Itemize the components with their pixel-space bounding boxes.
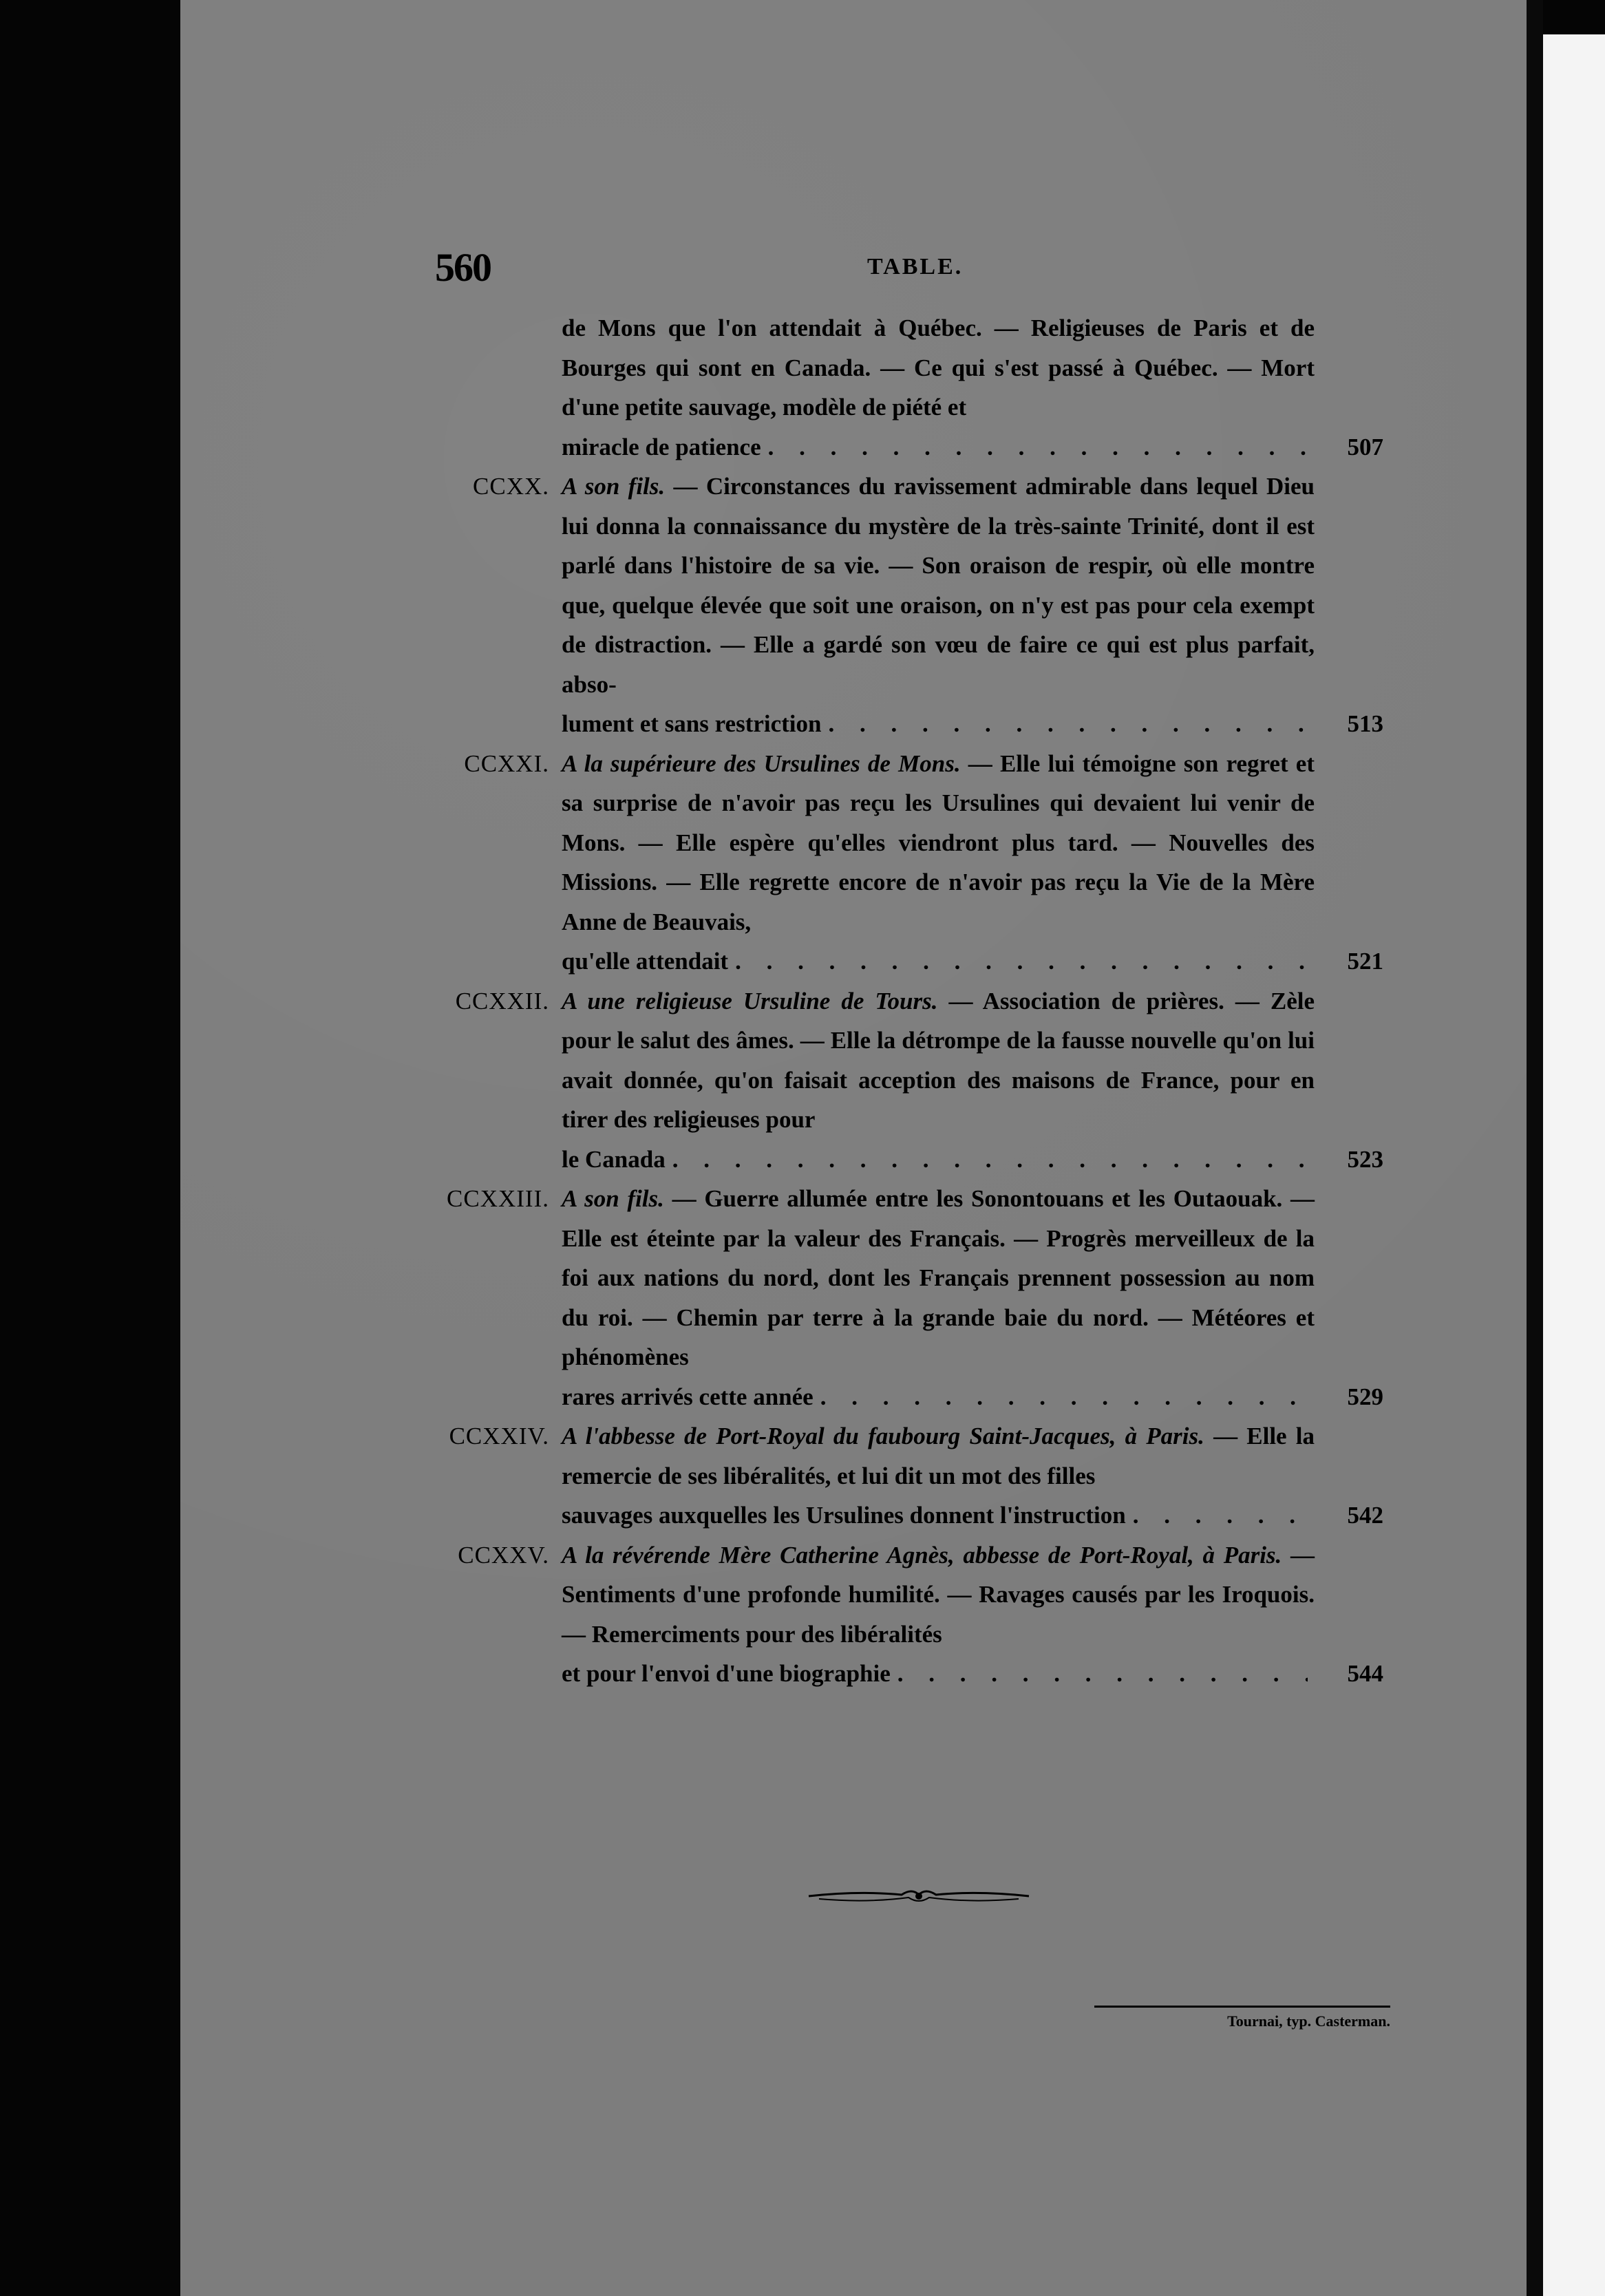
entry-summary (562, 744, 1383, 981)
entry-last-text: miracle de patience (562, 433, 761, 460)
entry-page-number: 529 (1347, 1383, 1383, 1410)
entry-last-line (562, 704, 1315, 744)
entry-addressee: A son fils. (562, 1185, 664, 1212)
entry-text: — Sentiments d'une profonde humilité. — Ravages causés par les Iroquois. — Remerciments pour des libéralités (562, 1541, 1315, 1648)
entry-text: — Association de prières. — Zèle pour le salut des âmes. — Elle la détrompe de la fausse nouvelle qu'on lui avait donnée, qu'on faisait acception des maisons de France, pour en tirer des religieuses pour (562, 987, 1315, 1133)
toc-entry (413, 467, 1418, 744)
entry-text: — Circonstances du ravissement admirable dans lequel Dieu lui donna la connaissance du mystère de la très-sainte Trinité, dont il est parlé dans l'histoire de sa vie. — Son oraison de respir, où elle montre que, quelque élevée que soit une oraison, on n'y est pas pour cela exempt de distraction. — Elle a gardé son vœu de faire ce qui est plus parfait, abso- (562, 473, 1315, 698)
entry-number: CCXXIV. (449, 1423, 549, 1449)
dot-leaders (672, 1140, 1308, 1180)
dot-leaders (735, 942, 1308, 981)
entry-number: CCXX. (473, 473, 549, 500)
entry-summary (562, 981, 1383, 1180)
entry-addressee: A la supérieure des Ursulines de Mons. (562, 750, 961, 777)
dot-leaders (768, 427, 1308, 467)
page-number: 560 (435, 245, 491, 290)
dot-leaders (820, 1377, 1308, 1417)
dot-leaders (829, 704, 1308, 744)
entry-text: de Mons que l'on attendait à Québec. — Religieuses de Paris et de Bourges qui sont en Canada. — Ce qui s'est passé à Québec. — Mort d'une petite sauvage, modèle de piété et (562, 315, 1315, 421)
running-title: TABLE. (867, 254, 964, 279)
entry-page-number: 544 (1347, 1660, 1383, 1687)
entry-page-number: 523 (1347, 1145, 1383, 1173)
printer-credit: Tournai, typ. Casterman. (1227, 2012, 1390, 2030)
toc-entry (413, 1416, 1418, 1535)
ornament-divider (805, 1882, 1032, 1910)
entry-summary (562, 467, 1383, 744)
entry-page-number: 507 (1347, 433, 1383, 460)
entry-text: — Elle la remercie de ses libéralités, et lui dit un mot des filles (562, 1423, 1315, 1489)
entry-addressee: A la révérende Mère Catherine Agnès, abbesse de Port-Royal, à Paris. (562, 1541, 1282, 1569)
dot-leaders (897, 1654, 1308, 1694)
entry-last-text: et pour l'envoi d'une biographie (562, 1660, 891, 1687)
toc-entry (413, 744, 1418, 981)
toc-entry (413, 981, 1418, 1180)
page-edge-shadow (1527, 0, 1543, 2296)
entry-number: CCXXV. (458, 1541, 549, 1569)
entry-summary (562, 308, 1383, 467)
entry-last-text: sauvages auxquelles les Ursulines donnent l'instruction (562, 1502, 1126, 1529)
entry-addressee: A une religieuse Ursuline de Tours. (562, 987, 938, 1014)
entry-summary (562, 1179, 1383, 1416)
entry-last-text: qu'elle attendait (562, 948, 729, 975)
printer-rule (1094, 2006, 1390, 2008)
entry-last-text: rares arrivés cette année (562, 1383, 814, 1410)
toc-entry (413, 1535, 1418, 1694)
page-header (435, 244, 1412, 290)
entry-last-text: lument et sans restriction (562, 710, 822, 737)
toc-entry (413, 308, 1418, 467)
entry-number: CCXXIII. (447, 1185, 549, 1212)
entry-number: CCXXI. (464, 750, 549, 777)
entry-last-line (562, 427, 1315, 467)
entry-last-line (562, 942, 1315, 981)
entry-last-text: le Canada (562, 1145, 666, 1173)
toc-entry (413, 1179, 1418, 1416)
entry-number: CCXXII. (455, 987, 549, 1014)
entry-page-number: 542 (1347, 1502, 1383, 1529)
entry-text: — Guerre allumée entre les Sonontouans et les Outaouak. — Elle est éteinte par la valeur des Français. — Progrès merveilleux de la foi aux nations du nord, dont les Français prennent possession au nom du roi. — Chemin par terre à la grande baie du nord. — Météores et phénomènes (562, 1185, 1315, 1370)
scan-margin (1543, 34, 1605, 2296)
entry-last-line (562, 1496, 1315, 1535)
entry-addressee: A l'abbesse de Port-Royal du faubourg Saint-Jacques, à Paris. (562, 1423, 1204, 1449)
entry-summary (562, 1535, 1383, 1694)
entry-last-line (562, 1140, 1315, 1180)
entry-last-line (562, 1654, 1315, 1694)
entry-page-number: 521 (1347, 948, 1383, 975)
table-of-contents (413, 308, 1418, 1694)
entry-page-number: 513 (1347, 710, 1383, 737)
entry-last-line (562, 1377, 1315, 1417)
dot-leaders (1133, 1496, 1308, 1535)
entry-addressee: A son fils. (562, 473, 666, 500)
entry-text: — Elle lui témoigne son regret et sa surprise de n'avoir pas reçu les Ursulines qui devaient lui venir de Mons. — Elle espère qu'elles viendront plus tard. — Nouvelles des Missions. — Elle regrette encore de n'avoir pas reçu la Vie de la Mère Anne de Beauvais, (562, 750, 1315, 935)
entry-summary (562, 1416, 1383, 1535)
